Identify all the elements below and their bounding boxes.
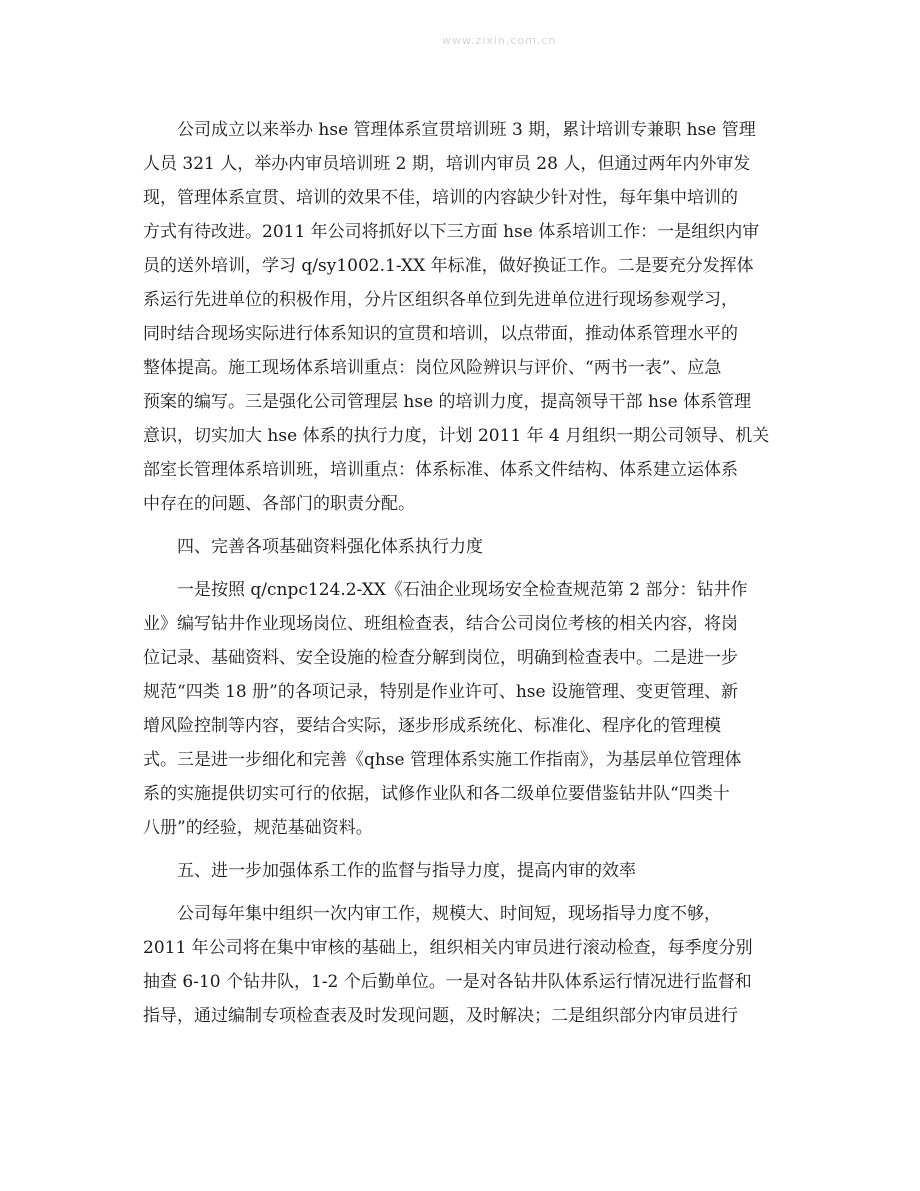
paragraph-line: 指导，通过编制专项检查表及时发现问题，及时解决；二是组织部分内审员进行 <box>143 1006 738 1026</box>
paragraph-line: 预案的编写。三是强化公司管理层 hse 的培训力度，提高领导干部 hse 体系管理 <box>143 392 752 412</box>
paragraph-line: 规范“四类 18 册”的各项记录，特别是作业许可、hse 设施管理、变更管理、新 <box>143 682 738 702</box>
paragraph-line: 业》编写钻井作业现场岗位、班组检查表，结合公司岗位考核的相关内容，将岗 <box>143 614 738 634</box>
paragraph-line: 式。三是进一步细化和完善《qhse 管理体系实施工作指南》，为基层单位管理体 <box>143 750 742 770</box>
paragraph-line: 抽查 6-10 个钻井队，1-2 个后勤单位。一是对各钻井队体系运行情况进行监督和 <box>143 972 752 992</box>
paragraph-line: 八册”的经验，规范基础资料。 <box>143 818 373 838</box>
paragraph-line: 现，管理体系宣贯、培训的效果不佳，培训的内容缺少针对性，每年集中培训的 <box>143 188 738 208</box>
paragraph-line: 人员 321 人，举办内审员培训班 2 期，培训内审员 28 人，但通过两年内外审发 <box>143 154 751 174</box>
paragraph-line: 位记录、基础资料、安全设施的检查分解到岗位，明确到检查表中。二是进一步 <box>143 648 738 668</box>
watermark: www.zixin.com.cn <box>442 34 557 47</box>
paragraph-line: 中存在的问题、各部门的职责分配。 <box>143 494 415 514</box>
paragraph-line: 增风险控制等内容，要结合实际，逐步形成系统化、标准化、程序化的管理模 <box>143 716 721 736</box>
paragraph-line: 公司成立以来举办 hse 管理体系宣贯培训班 3 期，累计培训专兼职 hse 管理 <box>177 120 756 140</box>
paragraph-line: 系运行先进单位的积极作用，分片区组织各单位到先进单位进行现场参观学习， <box>143 290 738 310</box>
paragraph-line: 意识，切实加大 hse 体系的执行力度，计划 2011 年 4 月组织一期公司领导、机关 <box>143 426 770 446</box>
paragraph-line: 方式有待改进。2011 年公司将抓好以下三方面 hse 体系培训工作：一是组织内审 <box>143 222 760 242</box>
paragraph-line: 整体提高。施工现场体系培训重点：岗位风险辨识与评价、“两书一表”、应急 <box>143 358 722 378</box>
paragraph-line: 员的送外培训，学习 q/sy1002.1-XX 年标准，做好换证工作。二是要充分发挥体 <box>143 256 754 276</box>
paragraph-line: 公司每年集中组织一次内审工作，规模大、时间短，现场指导力度不够， <box>177 904 721 924</box>
paragraph-line: 同时结合现场实际进行体系知识的宣贯和培训，以点带面，推动体系管理水平的 <box>143 324 738 344</box>
paragraph-line: 2011 年公司将在集中审核的基础上，组织相关内审员进行滚动检查，每季度分别 <box>143 938 753 958</box>
section-heading: 四、完善各项基础资料强化体系执行力度 <box>177 537 483 557</box>
paragraph-line: 一是按照 q/cnpc124.2-XX《石油企业现场安全检查规范第 2 部分：钻井作 <box>177 580 748 600</box>
paragraph-line: 系的实施提供切实可行的依据，试修作业队和各二级单位要借鉴钻井队“四类十 <box>143 784 730 804</box>
section-heading: 五、进一步加强体系工作的监督与指导力度，提高内审的效率 <box>177 861 636 881</box>
paragraph-line: 部室长管理体系培训班，培训重点：体系标准、体系文件结构、体系建立运体系 <box>143 460 738 480</box>
